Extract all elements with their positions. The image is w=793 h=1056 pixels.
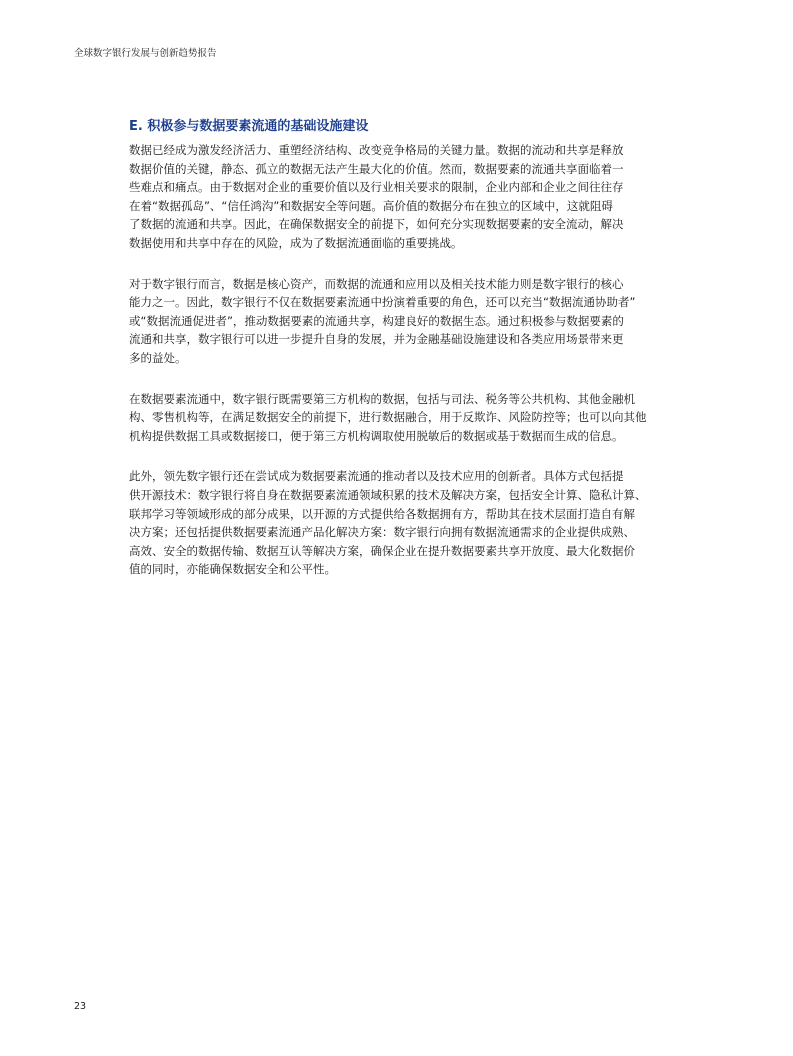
text-line: 机构提供数据工具或数据接口，便于第三方机构调取使用脱敏后的数据或基于数据而生成的信息。 [129,428,624,443]
paragraph-1 [129,141,669,253]
page-number: 23 [74,1001,87,1012]
section-heading: E. 积极参与数据要素流通的基础设施建设 [129,119,369,134]
text-line: 能力之一。因此，数字银行不仅在数据要素流通中扮演着重要的角色，还可以充当“数据流通协助者” [129,295,636,310]
text-line: 数据使用和共享中存在的风险，成为了数据流通面临的重要挑战。 [129,235,463,250]
text-line: 或“数据流通促进者”，推动数据要素的流通共享，构建良好的数据生态。通过积极参与数据要素的 [129,313,624,328]
text-line: 决方案；还包括提供数据要素流通产品化解决方案：数字银行向拥有数据流通需求的企业提供成熟、 [129,525,635,540]
text-line: 在数据要素流通中，数字银行既需要第三方机构的数据，包括与司法、税务等公共机构、其他金融机 [129,391,635,406]
text-line: 多的益处。 [129,350,187,365]
text-line: 对于数字银行而言，数据是核心资产，而数据的流通和应用以及相关技术能力则是数字银行的核心 [129,276,624,291]
text-line: 此外，领先数字银行还在尝试成为数据要素流通的推动者以及技术应用的创新者。具体方式包括提 [129,469,624,484]
text-line: 些难点和痛点。由于数据对企业的重要价值以及行业相关要求的限制，企业内部和企业之间往往存 [129,180,624,195]
paragraph-3 [129,390,669,446]
text-line: 数据价值的关键，静态、孤立的数据无法产生最大化的价值。然而，数据要素的流通共享面临着一 [129,161,624,176]
text-line: 值的同时，亦能确保数据安全和公平性。 [129,562,336,577]
text-line: 流通和共享，数字银行可以进一步提升自身的发展，并为金融基础设施建设和各类应用场景带来更 [129,332,624,347]
page-content [129,116,669,601]
paragraph-2 [129,275,669,368]
paragraph-4 [129,467,669,579]
text-line: 高效、安全的数据传输、数据互认等解决方案，确保企业在提升数据要素共享开放度、最大化数据价 [129,543,635,558]
text-line: 联邦学习等领域形成的部分成果，以开源的方式提供给各数据拥有方，帮助其在技术层面打造自有解 [129,506,635,521]
text-line: 构、零售机构等，在满足数据安全的前提下，进行数据融合，用于反欺诈、风险防控等；也可以向其他 [129,410,647,425]
text-line: 数据已经成为激发经济活力、重塑经济结构、改变竞争格局的关键力量。数据的流动和共享是释放 [129,143,624,157]
running-header-title: 全球数字银行发展与创新趋势报告 [74,48,217,59]
text-line: 了数据的流通和共享。因此，在确保数据安全的前提下，如何充分实现数据要素的安全流动，解决 [129,217,624,232]
text-line: 供开源技术：数字银行将自身在数据要素流通领域积累的技术及解决方案，包括安全计算、隐私计算、 [129,487,647,502]
text-line: 在着“数据孤岛”、“信任鸿沟”和数据安全等问题。高价值的数据分布在独立的区域中，这就阻碍 [129,198,613,213]
